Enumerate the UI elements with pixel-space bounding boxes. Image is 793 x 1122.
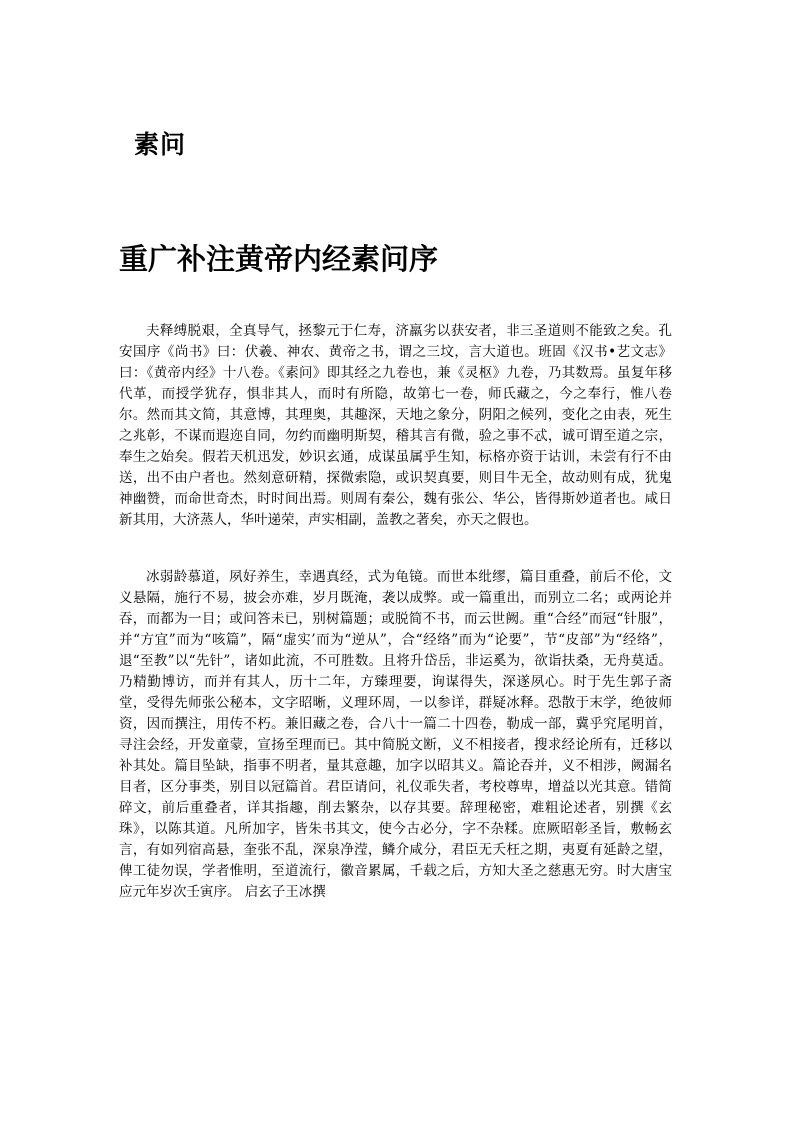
book-title: 素问: [134, 130, 187, 159]
preface-paragraph-2: 冰弱龄慕道，夙好养生，幸遇真经，式为龟镜。而世本纰缪，篇目重叠，前后不伦，文义悬隔，施行不易，披会亦难，岁月既淹，袭以成弊。或一篇重出，而别立二名；或两论并吞，而都为一目；或问答未已，别树篇题；或脱简不书，而云世阙。重“合经”而冠“针服”，并“方宜”而为“咳篇”，隔“虚实’而为“逆从”，合“经络”而为“论要”，节“皮部”为“经络”，退“至教”以“先针”，诸如此流，不可胜数。且将升岱岳，非运奚为，欲诣扶桑，无舟莫适。乃精勤博访，而并有其人，历十二年，方臻理要，询谋得失，深遂夙心。时于先生郭子斋堂，受得先师张公秘本，文字昭晰，义理环周，一以参详，群疑冰释。恐散于末学，绝彼师资，因而撰注，用传不朽。兼旧藏之卷，合八十一篇二十四卷，勒成一部，冀乎究尾明首，寻注会经，开发童蒙，宣扬至理而已。其中简脱文断，义不相接者，搜求经论所有，迁移以补其处。篇目坠缺，指事不明者，量其意趣，加字以昭其义。篇论吞并，义不相涉，阙漏名目者，区分事类，别目以冠篇首。君臣请问，礼仪乖失者，考校尊卑，增益以光其意。错简碎文，前后重叠者，详其指趣，削去繁杂，以存其要。辞理秘密，难粗论述者，别撰《玄珠》，以陈其道。凡所加字，皆朱书其文，使今古必分，字不杂糅。庶厥昭彰圣旨，敷畅玄言，有如列宿高悬，奎张不乱，深泉净滢，鳞介咸分，君臣无夭枉之期，夷夏有延龄之望，俾工徒勿误，学者惟明，至道流行，徽音累属，千载之后，方知大圣之慈惠无穷。时大唐宝应元年岁次壬寅序。 启玄子王冰撰: [119, 569, 672, 900]
preface-paragraph-1: 夫释缚脱艰，全真导气，拯黎元于仁寿，济羸劣以获安者，非三圣道则不能致之矣。孔安国序《尚书》曰：伏羲、神农、黄帝之书，谓之三坟，言大道也。班固《汉书•艺文志》曰：《黄帝内经》十八卷。《素问》即其经之九卷也，兼《灵枢》九卷，乃其数焉。虽复年移代革，而授学犹存，惧非其人，而时有所隐，故第七一卷，师氏藏之，今之奉行，惟八卷尔。然而其文简，其意博，其理奥，其趣深，天地之象分，阴阳之候列，变化之由表，死生之兆彰，不谋而遐迩自同，勿约而幽明斯契，稽其言有微，验之事不忒，诚可谓至道之宗，奉生之始矣。假若天机迅发，妙识玄通，成谋虽属乎生知，标格亦资于诂训，未尝有行不由送，出不由户者也。然刻意研精，探微索隐，或识契真要，则目牛无全，故动则有成，犹鬼神幽赞，而命世奇杰，时时间出焉。则周有秦公，魏有张公、华公，皆得斯妙道者也。咸日新其用，大济蒸人，华叶递荣，声实相副，盖教之著矣，亦天之假也。: [119, 323, 672, 528]
section-title: 重广补注黄帝内经素问序: [119, 242, 439, 276]
